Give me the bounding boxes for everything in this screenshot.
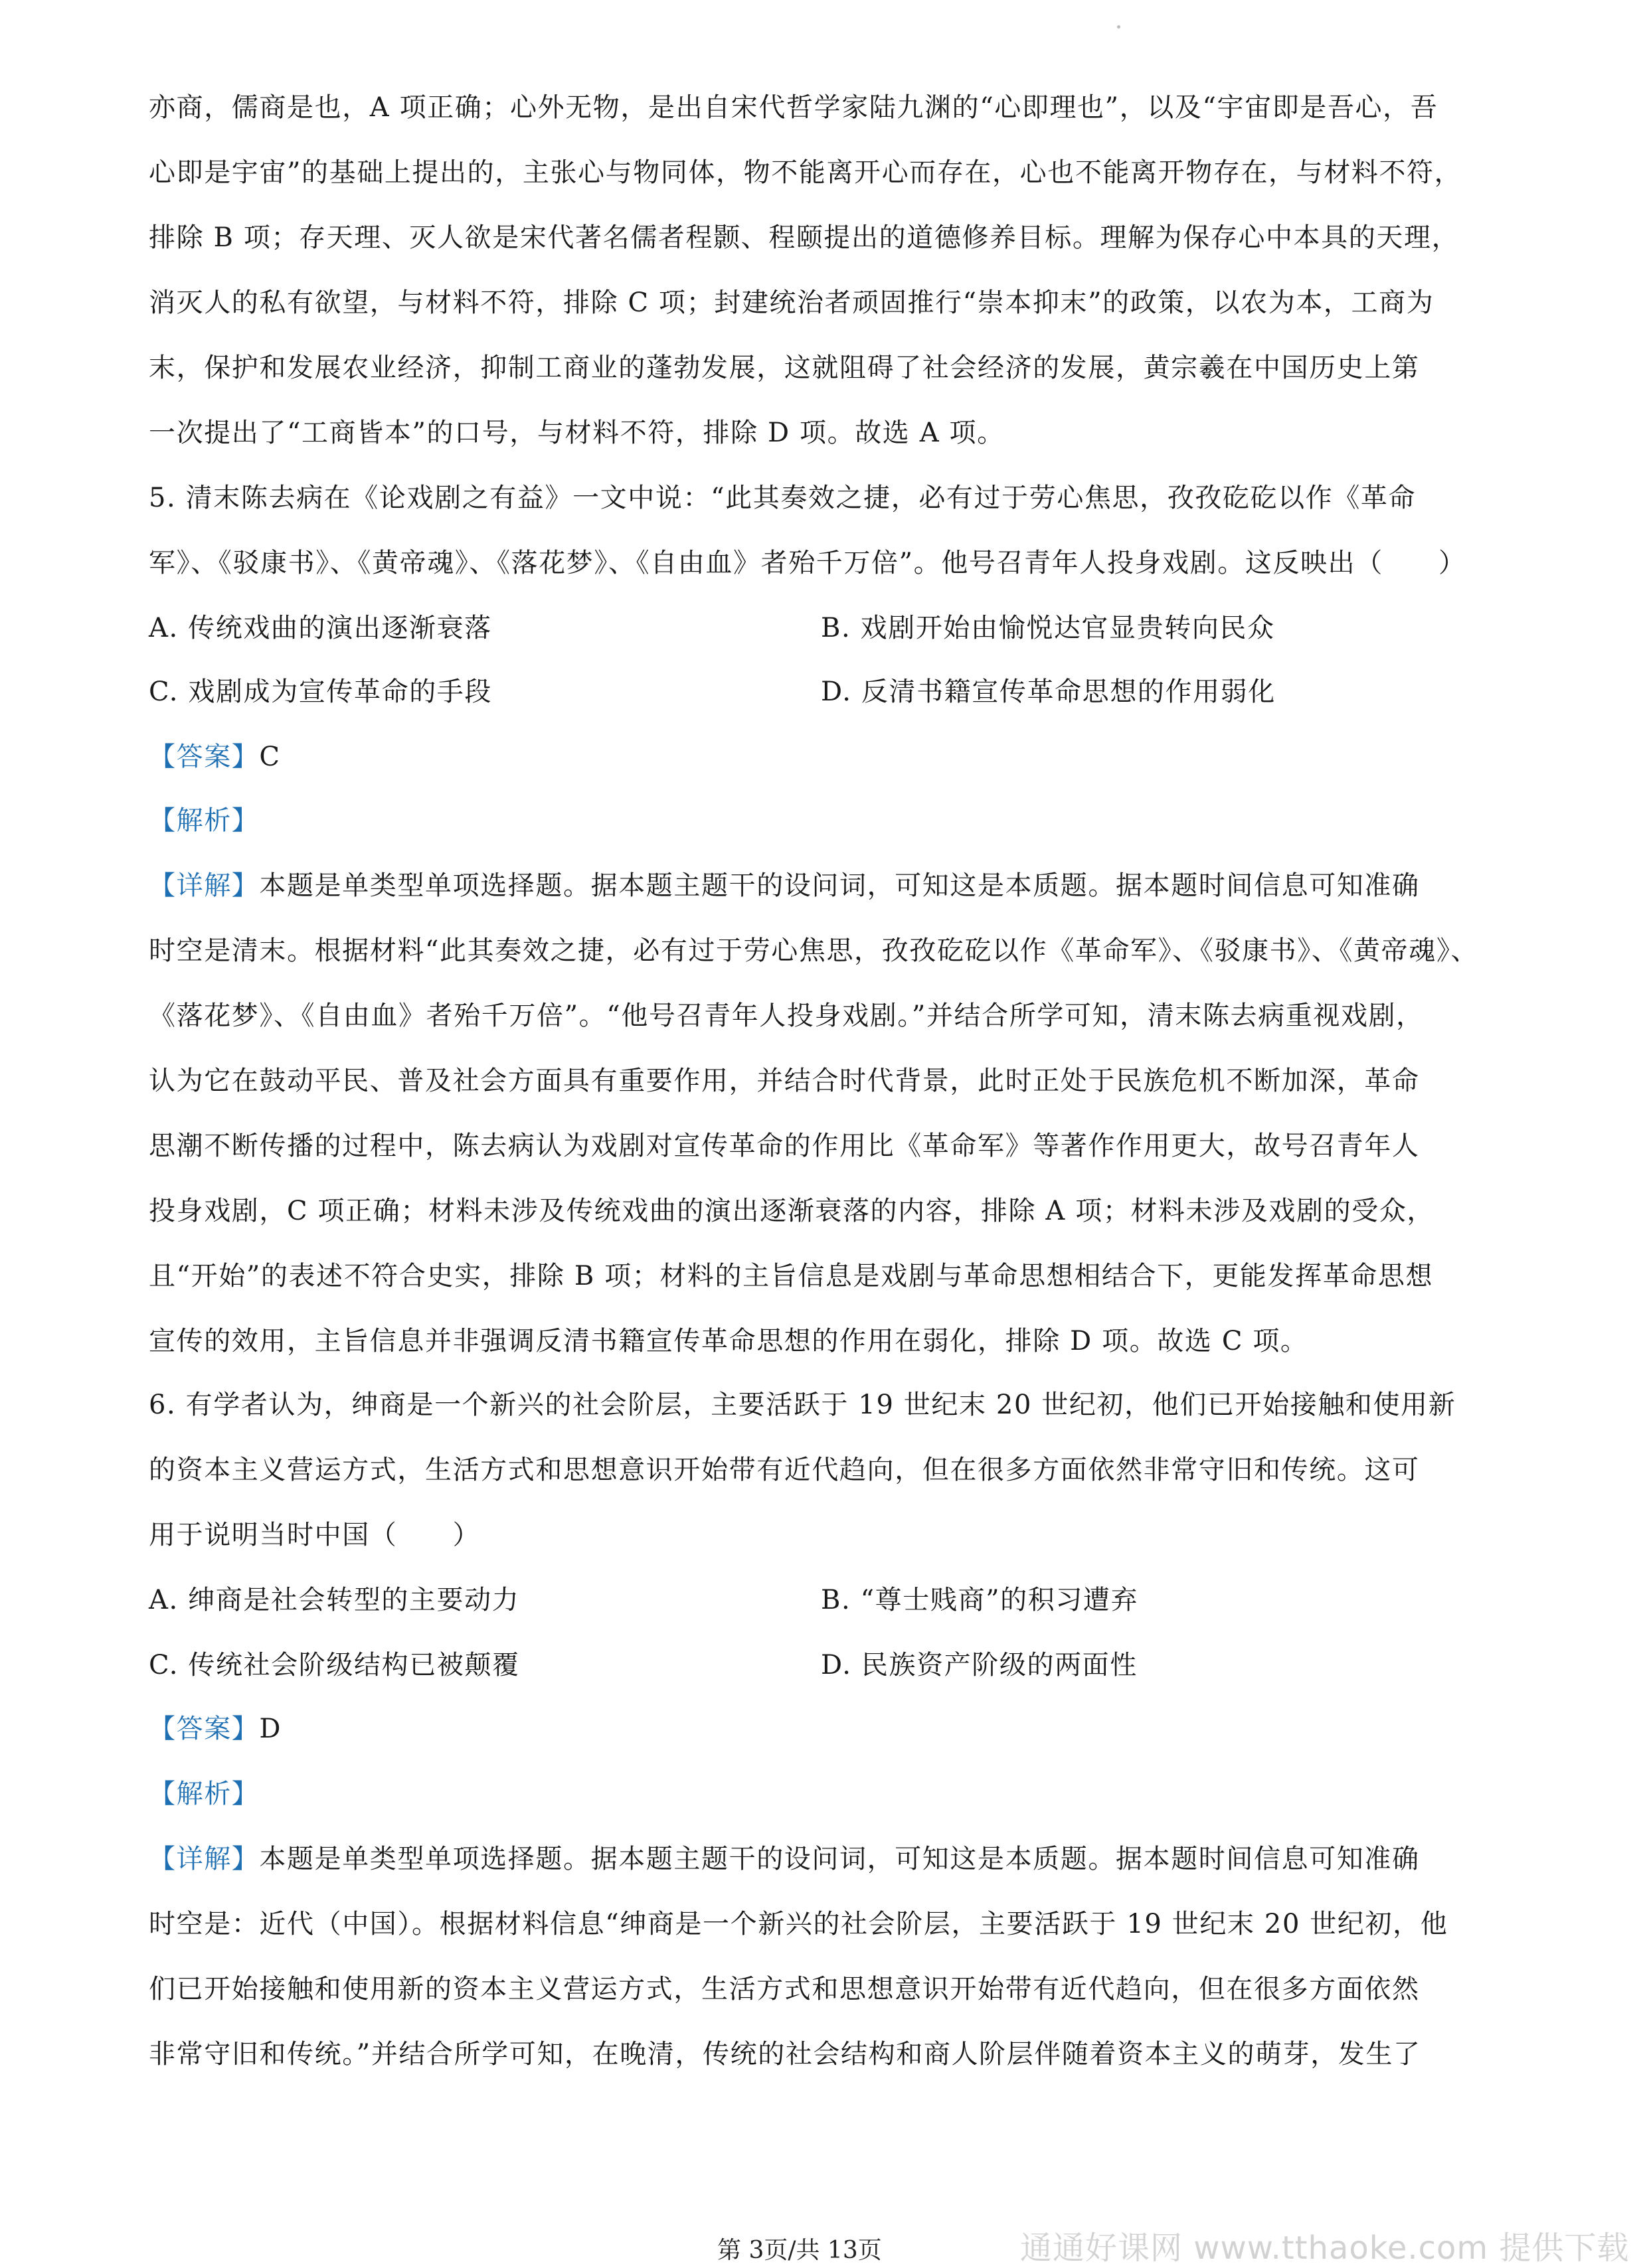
q6-detail-line: 非常守旧和传统。”并结合所学可知，在晚清，传统的社会结构和商人阶层伴随着资本主义的萌芽，发生了: [149, 2039, 1421, 2069]
q5-stem-line: 5. 清末陈去病在《论戏剧之有益》一文中说：“此其奏效之捷，必有过于劳心焦思，孜孜矻矻以作《革命: [149, 483, 1417, 513]
q5-detail-line: 宣传的效用，主旨信息并非强调反清书籍宣传革命思想的作用在弱化，排除 D 项。故选 C 项。: [149, 1326, 1308, 1356]
q6-option-b: B. “尊士贱商”的积习遭弃: [821, 1585, 1139, 1615]
q6-stem-line: 用于说明当时中国（ ）: [149, 1520, 481, 1550]
answer-tag: 【答案】: [149, 1714, 260, 1744]
q5-detail-line: 时空是清末。根据材料“此其奏效之捷，必有过于劳心焦思，孜孜矻矻以作《革命军》、《驳康书》、《黄帝魂》、: [149, 935, 1479, 966]
q5-stem-line: 军》、《驳康书》、《黄帝魂》、《落花梦》、《自由血》者殆千万倍”。他号召青年人投身戏剧。这反映出（ ）: [149, 548, 1466, 578]
answer-value: C: [259, 742, 281, 772]
detail-tag: 【详解】: [149, 1844, 260, 1874]
q6-detail-line: [149, 1842, 1504, 1876]
detail-tag: 【详解】: [149, 870, 260, 901]
q5-detail-line: 且“开始”的表述不符合史实，排除 B 项；材料的主旨信息是戏剧与革命思想相结合下，更能发挥革命思想: [149, 1261, 1434, 1291]
q5-answer: [149, 740, 1504, 774]
continued-explanation-line: 消灭人的私有欲望，与材料不符，排除 C 项；封建统治者顽固推行“崇本抑末”的政策，以农为本，工商为: [149, 287, 1434, 318]
q6-stem-line: 6. 有学者认为，绅商是一个新兴的社会阶层，主要活跃于 19 世纪末 20 世纪初，他们已开始接触和使用新: [149, 1390, 1456, 1420]
continued-explanation-line: 心即是宇宙”的基础上提出的，主张心与物同体，物不能离开心而存在，心也不能离开物存在，与材料不符，: [149, 157, 1462, 188]
q6-answer: [149, 1712, 1504, 1746]
continued-explanation-line: 亦商，儒商是也，A 项正确；心外无物，是出自宋代哲学家陆九渊的“心即理也”，以及“宇宙即是吾心，吾: [149, 92, 1438, 123]
q5-detail-line: [149, 868, 1504, 903]
q5-option-b: B. 戏剧开始由愉悦达官显贵转向民众: [821, 613, 1275, 643]
q5-analysis-tag: 【解析】: [149, 805, 260, 836]
q5-detail-line: 《落花梦》、《自由血》者殆千万倍”。“他号召青年人投身戏剧。”并结合所学可知，清末陈去病重视戏剧，: [149, 1001, 1424, 1031]
continued-explanation-line: 末，保护和发展农业经济，抑制工商业的蓬勃发展，这就阻碍了社会经济的发展，黄宗羲在中国历史上第: [149, 353, 1420, 383]
q5-option-c: C. 戏剧成为宣传革命的手段: [149, 677, 493, 707]
q6-detail-line: 时空是：近代（中国）。根据材料信息“绅商是一个新兴的社会阶层，主要活跃于 19 世纪末 20 世纪初，他: [149, 1909, 1448, 1939]
q5-detail-line: 认为它在鼓动平民、普及社会方面具有重要作用，并结合时代背景，此时正处于民族危机不断加深，革命: [149, 1066, 1420, 1096]
q6-option-d: D. 民族资产阶级的两面性: [821, 1650, 1138, 1680]
q6-detail-line: 们已开始接触和使用新的资本主义营运方式，生活方式和思想意识开始带有近代趋向，但在很多方面依然: [149, 1974, 1420, 2004]
q5-option-a: A. 传统戏曲的演出逐渐衰落: [149, 613, 492, 643]
detail-text: 本题是单类型单项选择题。据本题主题干的设问词，可知这是本质题。据本题时间信息可知准确: [259, 1844, 1420, 1874]
watermark: 通通好课网 www.tthaoke.com 提供下载: [1020, 2229, 1630, 2267]
q5-detail-line: 投身戏剧，C 项正确；材料未涉及传统戏曲的演出逐渐衰落的内容，排除 A 项；材料未涉及戏剧的受众，: [149, 1196, 1435, 1226]
q6-option-c: C. 传统社会阶级结构已被颠覆: [149, 1650, 520, 1680]
scan-speck: [1117, 25, 1120, 29]
page-number: 第 3页/共 13页: [717, 2237, 882, 2264]
q6-option-a: A. 绅商是社会转型的主要动力: [149, 1585, 520, 1615]
answer-value: D: [259, 1714, 282, 1744]
q6-analysis-tag: 【解析】: [149, 1779, 260, 1809]
q6-stem-line: 的资本主义营运方式，生活方式和思想意识开始带有近代趋向，但在很多方面依然非常守旧和传统。这可: [149, 1455, 1420, 1485]
detail-text: 本题是单类型单项选择题。据本题主题干的设问词，可知这是本质题。据本题时间信息可知准确: [259, 870, 1420, 901]
answer-tag: 【答案】: [149, 742, 260, 772]
q5-detail-line: 思潮不断传播的过程中，陈去病认为戏剧对宣传革命的作用比《革命军》等著作作用更大，故号召青年人: [149, 1131, 1420, 1161]
continued-explanation-line: 一次提出了“工商皆本”的口号，与材料不符，排除 D 项。故选 A 项。: [149, 418, 1005, 448]
continued-explanation-line: 排除 B 项；存天理、灭人欲是宋代著名儒者程颢、程颐提出的道德修养目标。理解为保存心中本具的天理，: [149, 222, 1460, 253]
q5-option-d: D. 反清书籍宣传革命思想的作用弱化: [821, 677, 1276, 707]
